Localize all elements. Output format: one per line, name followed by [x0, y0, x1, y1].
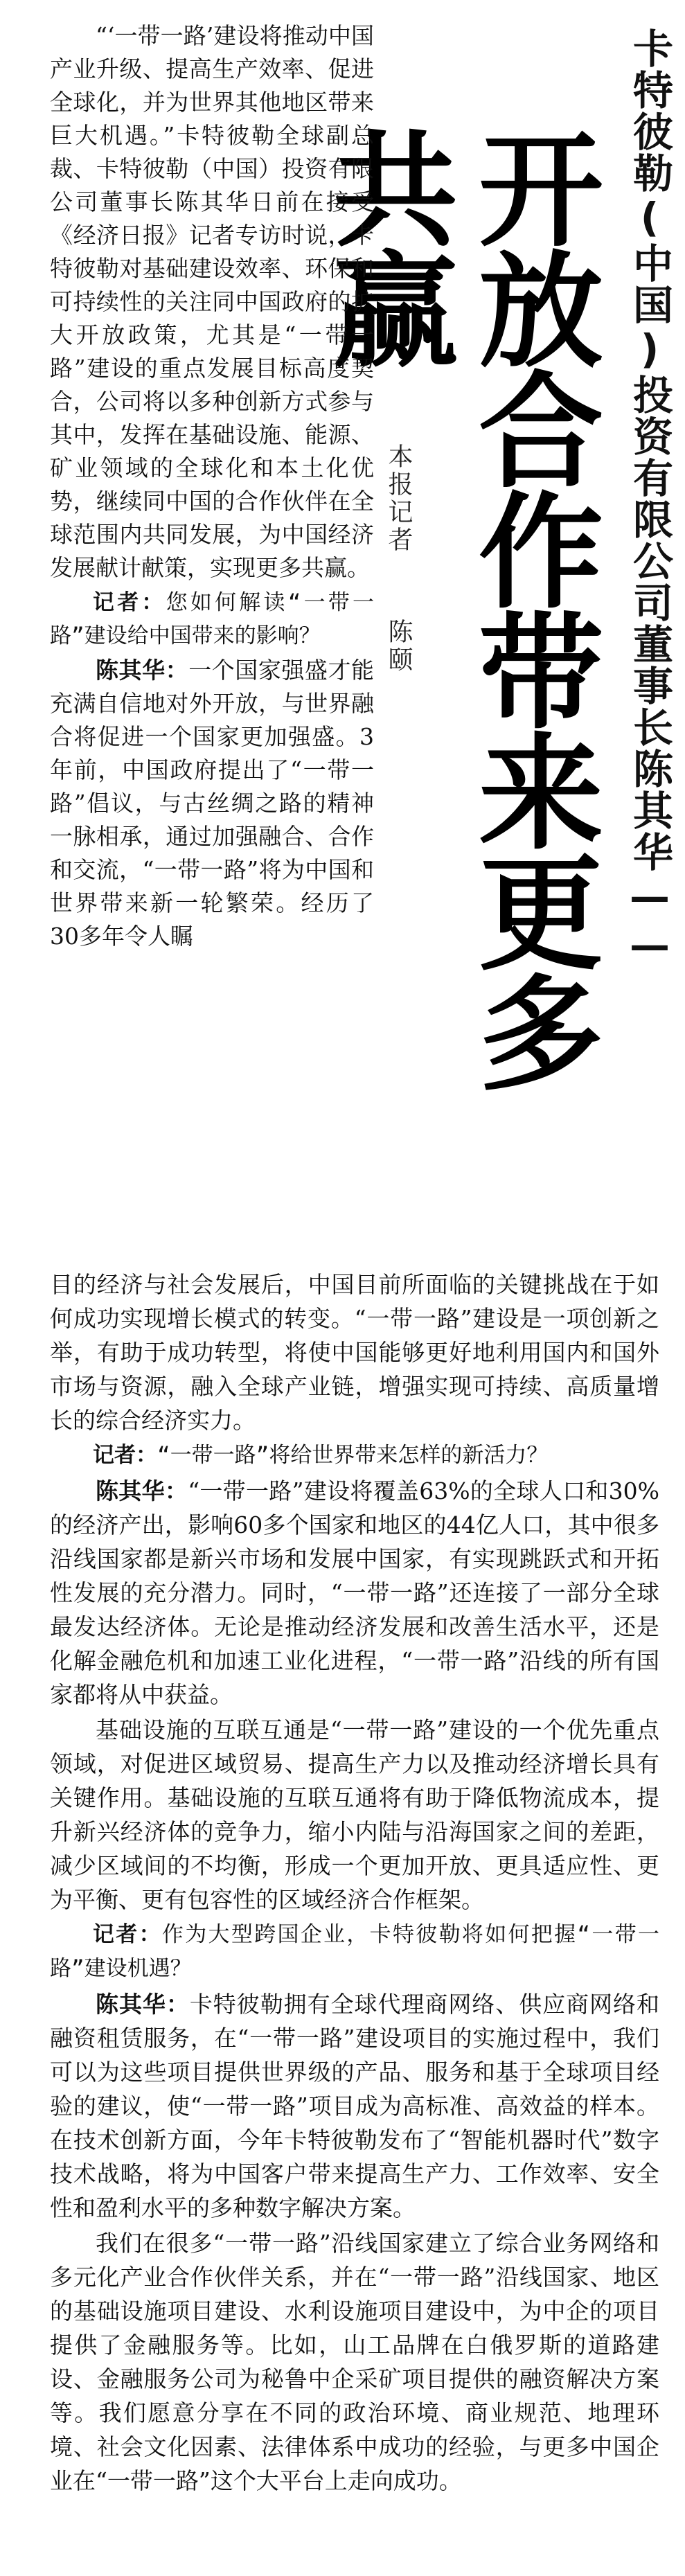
headline-title: 开放合作带来更多共赢 — [312, 125, 603, 1089]
answer-3 — [50, 1987, 659, 2225]
intro-paragraph: “‘一带一路’建设将推动中国产业升级、提高生产效率、促进全球化，并为世界其他地区带来巨大机遇。”卡特彼勒全球副总裁、卡特彼勒（中国）投资有限公司董事长陈其华日前在接受《经济日报》记者专访时说，卡特彼勒对基础建设效率、环保和可持续性的关注同中国政府的扩大开放政策，尤其是“一带一路”建设的重点发展目标高度契合，公司将以多种创新方式参与其中，发挥在基础设施、能源、矿业领域的全球化和本土化优势，继续同中国的合作伙伴在全球范围内共同发展，为中国经济发展献计献策，实现更多共赢。 — [50, 22, 374, 581]
question-3 — [50, 1918, 659, 1986]
question-2 — [50, 1439, 659, 1473]
closing-paragraph: 我们在很多“一带一路”沿线国家建立了综合业务网络和多元化产业合作伙伴关系，并在“一带一路”沿线国家、地区的基础设施项目建设、水利设施项目建设中，为中企的项目提供了金融服务等。比如，山工品牌在白俄罗斯的道路建设、金融服务公司为秘鲁中企采矿项目提供的融资解决方案等。我们愿意分享在不同的政治环境、商业规范、地理环境、社会文化因素、法律体系中成功的经验，与更多中国企业在“一带一路”这个大平台上走向成功。 — [50, 2230, 659, 2494]
answer-1-speaker: 陈其华： — [96, 657, 189, 684]
answer-3-text: 卡特彼勒拥有全球代理商网络、供应商网络和融资租赁服务，在“一带一路”建设项目的实施过程中，我们可以为这些项目提供世界级的产品、服务和基于全球项目经验的建议，使“一带一路”项目成为高标准、高效益的样本。在技术创新方面，今年卡特彼勒发布了“智能机器时代”数字技术战略，将为中国客户带来提高生产力、工作效率、安全性和盈利水平的多种数字解决方案。 — [50, 1991, 660, 2221]
article-column-upper — [50, 19, 374, 954]
answer-2-speaker: 陈其华： — [96, 1477, 188, 1504]
question-3-text: 作为大型跨国企业，卡特彼勒将如何把握“一带一路”建设机遇？ — [50, 1922, 659, 1981]
byline-author: 陈颐 — [384, 619, 413, 674]
question-2-speaker: 记者： — [93, 1443, 157, 1468]
answer-1-continued: 目的经济与社会发展后，中国目前所面临的关键挑战在于如何成功实现增长模式的转变。“一带一路”建设是一项创新之举，有助于成功转型，将使中国能够更好地利用国内和国外市场与资源，融入全球产业链，增强实现可持续、高质量增长的综合经济实力。 — [50, 1271, 659, 1434]
answer-1 — [50, 654, 374, 953]
article-column-lower — [50, 1268, 659, 2499]
question-1-speaker: 记者： — [93, 590, 166, 615]
infrastructure-paragraph: 基础设施的互联互通是“一带一路”建设的一个优先重点领域，对促进区域贸易、提高生产力以及推动经济增长具有关键作用。基础设施的互联互通将有助于降低物流成本，提升新兴经济体的竞争力，缩小内陆与沿海国家之间的差距，减少区域间的不均衡，形成一个更加开放、更具适应性、更为平衡、更有包容性的区域经济合作框架。 — [50, 1716, 659, 1913]
byline — [384, 443, 412, 674]
byline-prefix: 本报记者 — [384, 443, 413, 554]
question-2-text: “一带一路”将给世界带来怎样的新活力？ — [157, 1443, 549, 1468]
question-1 — [50, 586, 374, 652]
subheadline: 卡特彼勒(中国)投资有限公司董事长陈其华—— — [626, 28, 673, 970]
answer-2 — [50, 1474, 659, 1712]
answer-2-text: “一带一路”建设将覆盖63%的全球人口和30%的经济产出，影响60多个国家和地区的44亿人口，其中很多沿线国家都是新兴市场和发展中国家，有实现跳跃式和开拓性发展的充分潜力。同时，“一带一路”还连接了一部分全球最发达经济体。无论是推动经济发展和改善生活水平，还是化解金融危机和加速工业化进程，“一带一路”沿线的所有国家都将从中获益。 — [50, 1477, 660, 1708]
question-1-text: 您如何解读“一带一路”建设给中国带来的影响？ — [50, 590, 374, 648]
question-3-speaker: 记者： — [93, 1922, 162, 1947]
answer-1-text: 一个国家强盛才能充满自信地对外开放，与世界融合将促进一个国家更加强盛。3年前，中国政府提出了“一带一路”倡议，与古丝绸之路的精神一脉相承，通过加强融合、合作和交流，“一带一路”将为中国和世界带来新一轮繁荣。经历了30多年令人瞩 — [50, 657, 375, 950]
answer-3-speaker: 陈其华： — [96, 1991, 190, 2018]
